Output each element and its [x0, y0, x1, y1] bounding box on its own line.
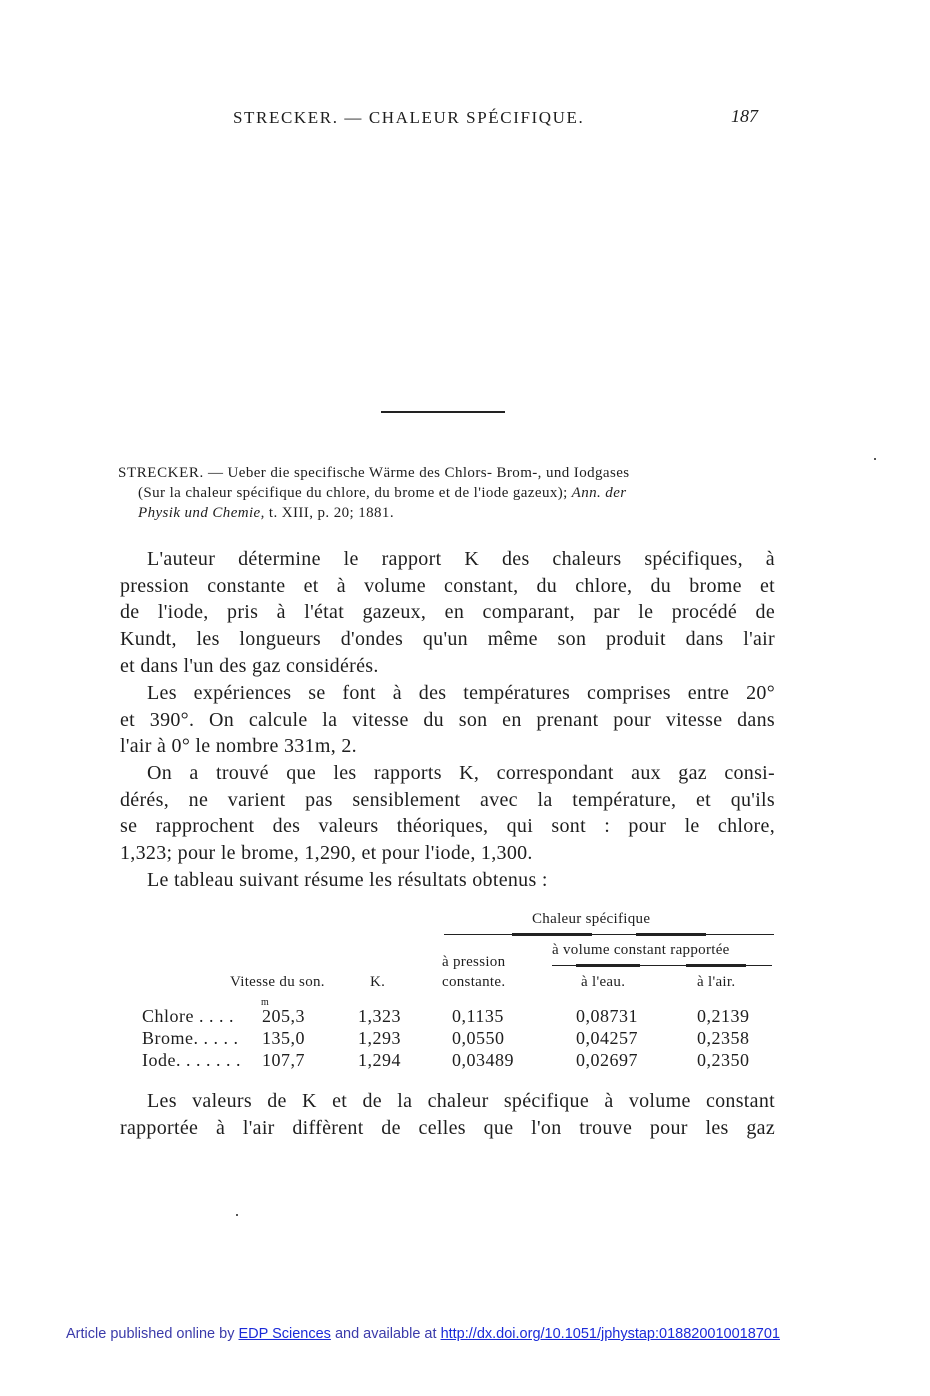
cell-k: 1,294 [358, 1050, 401, 1070]
col-header-pressure-top: à pression [442, 954, 506, 970]
col-header-speed: Vitesse du son. [230, 974, 325, 990]
group-brace [444, 934, 774, 935]
text-line: 1,323; pour le brome, 1,290, et pour l'iode, 1,300. [120, 842, 533, 865]
col-header-air: à l'air. [697, 974, 736, 990]
publication-footer [66, 1326, 780, 1342]
subgroup-brace-thick-right [686, 964, 746, 967]
table-subgroup-header: à volume constant rapportée [552, 942, 730, 958]
cell-air: 0,2350 [697, 1050, 750, 1070]
group-brace-thick-right [636, 933, 706, 936]
text-line: de l'iode, pris à l'état gazeux, en comparant, par le procédé de [120, 601, 775, 624]
text-line: rapportée à l'air diffèrent de celles que l'on trouve pour les gaz [120, 1116, 775, 1139]
paragraph-table-intro [120, 867, 775, 894]
text-line: l'air à 0° le nombre 331m, 2. [120, 735, 357, 758]
print-speck [874, 458, 876, 460]
cell-speed: 205,3 [262, 1006, 305, 1026]
reference-title-french: (Sur la chaleur spécifique du chlore, du brome et de l'iode gazeux); [138, 485, 568, 501]
paragraph-temperatures [120, 680, 775, 760]
cell-pressure: 0,03489 [452, 1050, 514, 1070]
cell-k: 1,293 [358, 1028, 401, 1048]
table-group-header: Chaleur spécifique [532, 911, 651, 927]
text-line: et 390°. On calcule la vitesse du son en prenant pour vitesse dans [120, 708, 775, 731]
reference-line-2 [118, 483, 773, 503]
print-speck [236, 1214, 238, 1216]
text-line: Kundt, les longueurs d'ondes qu'un même son produit dans l'air [120, 628, 775, 651]
section-separator [381, 411, 505, 413]
reference-line-3 [118, 503, 773, 523]
cell-water: 0,08731 [576, 1006, 638, 1026]
cell-speed: 135,0 [262, 1028, 305, 1048]
cell-pressure: 0,1135 [452, 1006, 504, 1026]
paragraph-comparison [120, 1088, 775, 1141]
cell-speed: 107,7 [262, 1050, 305, 1070]
reference-volume-year: t. XIII, p. 20; 1881. [264, 505, 394, 521]
footer-prefix: Article published online by [66, 1326, 239, 1342]
col-header-k: K. [370, 974, 386, 990]
text-line: dérés, ne varient pas sensiblement avec la température, et qu'ils [120, 788, 775, 811]
col-header-pressure-bottom: constante. [442, 974, 506, 990]
publisher-link[interactable]: EDP Sciences [238, 1326, 331, 1342]
row-gas-name: Chlore . . . . [142, 1006, 234, 1026]
cell-pressure: 0,0550 [452, 1028, 505, 1048]
text-line: et dans l'un des gaz considérés. [120, 654, 379, 677]
subgroup-brace-thick-left [576, 964, 640, 967]
footer-middle: and available at [330, 1326, 441, 1342]
reference-author: STRECKER. [118, 465, 204, 481]
cell-k: 1,323 [358, 1006, 401, 1026]
reference-title-german: — Ueber die specifische Wärme des Chlors- Brom-, und Iodgases [203, 465, 630, 481]
page-number: 187 [731, 106, 758, 126]
row-gas-name: Brome. . . . . [142, 1028, 239, 1048]
group-brace-thick-left [512, 933, 592, 936]
col-header-water: à l'eau. [581, 974, 626, 990]
reference-line-1 [118, 463, 773, 483]
reference-journal-part1: Ann. der [567, 485, 627, 501]
paragraph-results [120, 760, 775, 867]
cell-air: 0,2139 [697, 1006, 750, 1026]
doi-link[interactable]: http://dx.doi.org/10.1051/jphystap:018820010018701 [440, 1326, 780, 1342]
paragraph-method [120, 546, 775, 680]
row-gas-name: Iode. . . . . . . [142, 1050, 241, 1070]
cell-air: 0,2358 [697, 1028, 750, 1048]
text-line: se rapprochent des valeurs théoriques, qui sont : pour le chlore, [120, 815, 775, 838]
bibliographic-reference [118, 463, 773, 523]
text-line: pression constante et à volume constant, du chlore, du brome et [120, 574, 775, 597]
running-title: STRECKER. — CHALEUR SPÉCIFIQUE. [233, 108, 585, 127]
text-line: Les valeurs de K et de la chaleur spécifique à volume constant [147, 1090, 775, 1112]
cell-water: 0,04257 [576, 1028, 638, 1048]
text-line: On a trouvé que les rapports K, correspondant aux gaz consi- [147, 762, 775, 784]
text-line: Les expériences se font à des températures comprises entre 20° [147, 682, 775, 704]
text-line: L'auteur détermine le rapport K des chaleurs spécifiques, à [147, 548, 775, 570]
text-line: Le tableau suivant résume les résultats obtenus : [147, 869, 548, 891]
speed-unit-mark: m [261, 997, 269, 1008]
cell-water: 0,02697 [576, 1050, 638, 1070]
results-table [120, 905, 780, 1085]
reference-journal-part2: Physik und Chemie, [138, 505, 265, 521]
